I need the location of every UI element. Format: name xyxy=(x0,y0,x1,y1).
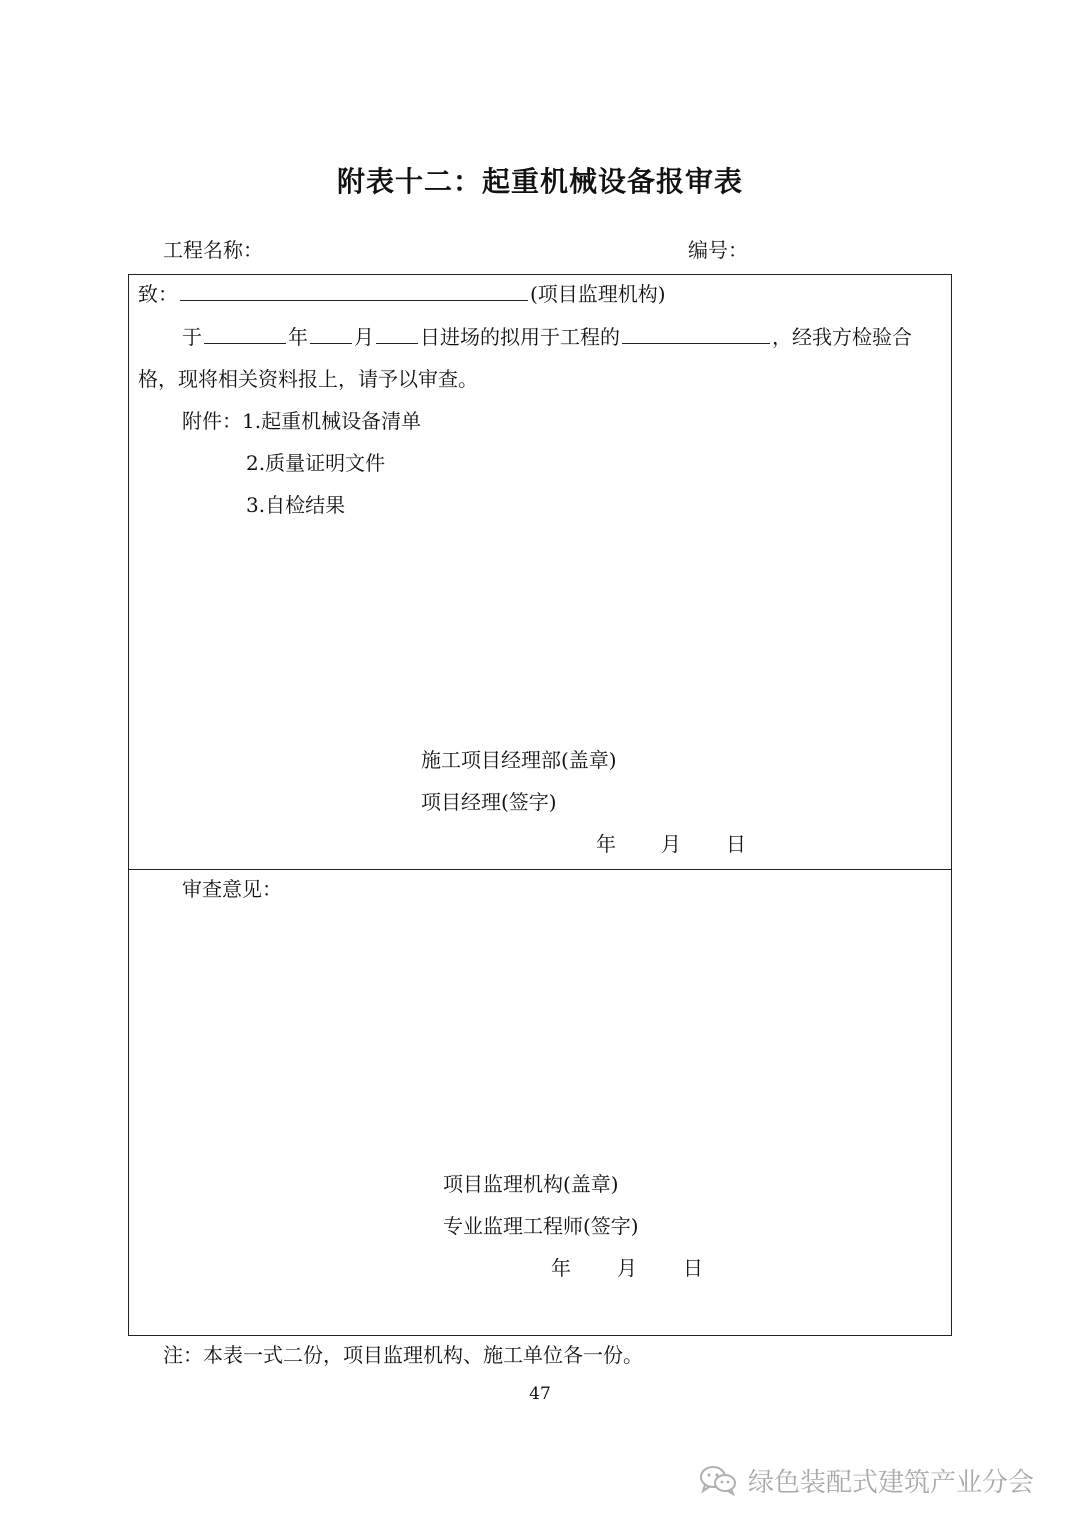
day-text: 日进场的拟用于工程的 xyxy=(420,325,620,349)
watermark-text: 绿色装配式建筑产业分会 xyxy=(748,1468,1035,1498)
to-line xyxy=(138,278,666,307)
manager-sign: 项目经理(签字) xyxy=(421,790,557,814)
opinion-label: 审查意见： xyxy=(182,877,282,901)
entry-line xyxy=(182,321,912,350)
attach-label: 附件： xyxy=(182,409,242,433)
month-blank xyxy=(310,323,352,344)
day-blank xyxy=(376,323,418,344)
project-blank xyxy=(622,323,770,344)
dept-stamp: 施工项目经理部(盖章) xyxy=(421,748,617,772)
page-title: 附表十二：起重机械设备报审表 xyxy=(336,165,743,198)
review-section xyxy=(128,869,952,1336)
year-text: 年 xyxy=(288,325,308,349)
to-blank xyxy=(180,280,528,301)
yu-text: 于 xyxy=(182,325,202,349)
engineer-sign: 专业监理工程师(签字) xyxy=(443,1214,639,1238)
date-month: 月 xyxy=(661,832,681,856)
line1-end-text: ，经我方检验合 xyxy=(772,325,912,349)
number-label: 编号： xyxy=(688,238,748,262)
date-month: 月 xyxy=(617,1256,637,1280)
project-name-label: 工程名称： xyxy=(163,238,263,262)
year-blank xyxy=(204,323,286,344)
footnote: 注：本表一式二份，项目监理机构、施工单位各一份。 xyxy=(163,1343,643,1367)
to-label: 致： xyxy=(138,282,178,306)
date-year: 年 xyxy=(596,832,616,856)
date-day: 日 xyxy=(726,832,746,856)
date-year: 年 xyxy=(551,1256,571,1280)
wechat-icon xyxy=(698,1464,738,1496)
attachment-line-1 xyxy=(182,405,421,434)
attachment-item: 3.自检结果 xyxy=(246,493,346,517)
attachment-item: 2.质量证明文件 xyxy=(246,451,386,475)
org-stamp: 项目监理机构(盖章) xyxy=(443,1172,619,1196)
to-suffix: (项目监理机构) xyxy=(530,282,666,306)
page-number: 47 xyxy=(529,1384,551,1404)
attachment-item: 1.起重机械设备清单 xyxy=(242,409,422,433)
date-day: 日 xyxy=(683,1256,703,1280)
statement-line2: 格，现将相关资料报上，请予以审查。 xyxy=(138,367,478,391)
month-text: 月 xyxy=(354,325,374,349)
